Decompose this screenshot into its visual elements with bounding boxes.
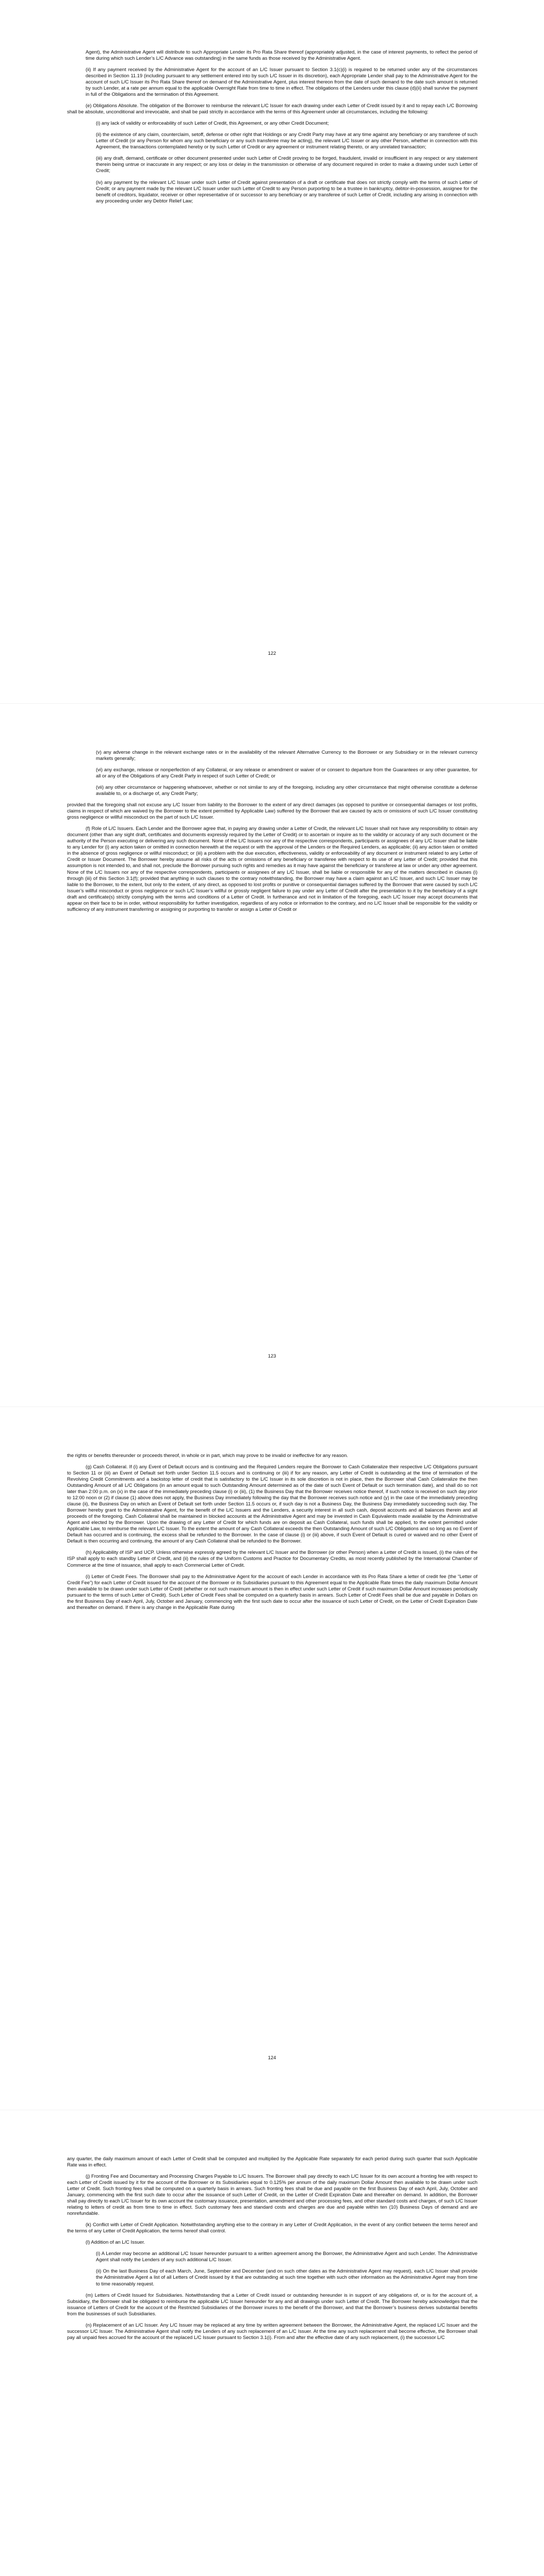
page-body <box>67 749 477 918</box>
document-page-122 <box>0 0 544 703</box>
paragraph: (ii) On the last Business Day of each March, June, September and December (and on such other dates as the Administrative Agent may request), each L/C Issuer shall provide the Administrative Agent a list of all Letters of Credit issued by it that are outstanding at such time together with such other information as the Administrative Agent may from time to time reasonably request. <box>96 2268 477 2286</box>
paragraph: (m) Letters of Credit Issued for Subsidiaries. Notwithstanding that a Letter of Credit issued or outstanding hereunder is in support of any obligations of, or is for the account of, a Subsidiary, the Borrower shall be obligated to reimburse the applicable L/C Issuer hereunder for any and all drawings under such Letter of Credit. The Borrower hereby acknowledges that the issuance of Letters of Credit for the account of the Restricted Subsidiaries of the Borrower inures to the benefit of the Borrower, and that the Borrower’s business derives substantial benefits from the businesses of such Subsidiaries. <box>67 2292 477 2316</box>
paragraph: (i) A Lender may become an additional L/C Issuer hereunder pursuant to a written agreement among the Borrower, the Administrative Agent and such Lender. The Administrative Agent shall notify the Lenders of any such additional L/C Issuer. <box>96 2250 477 2263</box>
paragraph: (n) Replacement of an L/C Issuer. Any L/C Issuer may be replaced at any time by written agreement between the Borrower, the Administrative Agent, the replaced L/C Issuer and the successor L/C Issuer. The Administrative Agent shall notify the Lenders of any such replacement of an L/C Issuer. At the time any such replacement shall become effective, the Borrower shall pay all unpaid fees accrued for the account of the replaced L/C Issuer pursuant to Section 3.1(i). From and after the effective date of any such replacement, (i) the successor L/C <box>67 2321 477 2340</box>
paragraph: (f) Role of L/C Issuers. Each Lender and the Borrower agree that, in paying any drawing under a Letter of Credit, the relevant L/C Issuer shall not have any responsibility to obtain any document (other than any sight draft, certificates and documents expressly required by the Letter of Credit) or to ascertain or inquire as to the validity or accuracy of any such document or the authority of the Person executing or delivering any such document. None of the L/C Issuers nor any of the respective correspondents, participants or assignees of any L/C Issuer shall be liable to any Lender for (i) any action taken or omitted in connection herewith at the request or with the approval of the Lenders or the Required Lenders, as applicable; (ii) any action taken or omitted in the absence of gross negligence or willful misconduct; or (iii) a problem with the due execution, effectiveness, validity or enforceability of any document or instrument related to any Letter of Credit or Issuer Document. The Borrower hereby assume all risks of the acts or omissions of any beneficiary or transferee with respect to its use of any Letter of Credit; provided that this assumption is not intended to, and shall not, preclude the Borrower pursuing such rights and remedies as it may have against the beneficiary or transferee at law or under any other agreement. None of the L/C Issuers nor any of the respective correspondents, participants or assignees of any L/C Issuer, shall be liable or responsible for any of the matters described in clauses (i) through (iii) of this Section 3.1(f); provided that anything in such clauses to the contrary notwithstanding, the Borrower may have a claim against an L/C Issuer, and such L/C Issuer may be liable to the Borrower, to the extent, but only to the extent, of any direct, as opposed to lost profits or punitive or consequential damages suffered by the Borrower that were caused by such L/C Issuer’s willful misconduct or gross negligence or such L/C Issuer’s willful or grossly negligent failure to pay under any Letter of Credit after the presentation to it by the beneficiary of a sight draft and certificate(s) strictly complying with the terms and conditions of a Letter of Credit. In furtherance and not in limitation of the foregoing, each L/C Issuer may accept documents that appear on their face to be in order, without responsibility for further investigation, regardless of any notice or information to the contrary, and no L/C Issuer shall be responsible for the validity or sufficiency of any instrument transferring or assigning or purporting to transfer or assign a Letter of Credit or <box>67 825 477 912</box>
paragraph: (vii) any other circumstance or happening whatsoever, whether or not similar to any of the foregoing, including any other circumstance that might otherwise constitute a defense available to, or a discharge of, any Credit Party; <box>96 784 477 796</box>
paragraph: (ii) the existence of any claim, counterclaim, setoff, defense or other right that Holdings or any Credit Party may have at any time against any beneficiary or any transferee of such Letter of Credit (or any Person for whom any such beneficiary or any such transferee may be acting), the relevant L/C Issuer or any other Person, whether in connection with this Agreement, the transactions contemplated hereby or by such Letter of Credit or any agreement or instrument relating thereto, or any unrelated transaction; <box>96 131 477 150</box>
page-number: 124 <box>268 2055 276 2060</box>
page-body <box>67 2156 477 2346</box>
paragraph: the rights or benefits thereunder or proceeds thereof, in whole or in part, which may prove to be invalid or ineffective for any reason. <box>67 1452 348 1458</box>
paragraph: Agent), the Administrative Agent will distribute to such Appropriate Lender its Pro Rata Share thereof (appropriately adjusted, in the case of interest payments, to reflect the period of time during which such Lender’s L/C Advance was outstanding) in the same funds as those received by the Administrative Agent. <box>86 49 477 61</box>
paragraph: any quarter, the daily maximum amount of each Letter of Credit shall be computed and multiplied by the Applicable Rate separately for each period during such quarter that such Applicable Rate was in effect. <box>67 2156 477 2168</box>
paragraph: (k) Conflict with Letter of Credit Application. Notwithstanding anything else to the contrary in any Letter of Credit Application, in the event of any conflict between the terms hereof and the terms of any Letter of Credit Application, the terms hereof shall control. <box>67 2222 477 2234</box>
paragraph: (ii) If any payment received by the Administrative Agent for the account of an L/C Issuer pursuant to Section 3.1(c)(i) is required to be returned under any of the circumstances described in Section 11.19 (including pursuant to any settlement entered into by such L/C Issuer in its discretion), each Appropriate Lender shall pay to the Administrative Agent for the account of such L/C Issuer its Pro Rata Share thereof on demand of the Administrative Agent, plus interest thereon from the date of such demand to the date such amount is returned by such Lender, at a rate per annum equal to the applicable Overnight Rate from time to time in effect. The obligations of the Lenders under this clause (d)(ii) shall survive the payment in full of the Obligations and the termination of this Agreement. <box>86 66 477 97</box>
document-page-124 <box>0 1407 544 2110</box>
paragraph: (vi) any exchange, release or nonperfection of any Collateral, or any release or amendment or waiver of or consent to departure from the Guarantees or any other guarantee, for all or any of the Obligations of any Credit Party in respect of such Letter of Credit; or <box>96 767 477 779</box>
document-page-125 <box>0 2110 544 2576</box>
paragraph: (i) any lack of validity or enforceability of such Letter of Credit, this Agreement, or any other Credit Document; <box>96 120 329 126</box>
page-body <box>67 49 477 209</box>
paragraph: (l) Addition of an L/C Issuer. <box>86 2239 145 2245</box>
paragraph: (g) Cash Collateral. If (i) any Event of Default occurs and is continuing and the Required Lenders require the Borrower to Cash Collateralize their respective L/C Obligations pursuant to Section 11 or (iii) an Event of Default set forth under Section 11.5 occurs and is continuing or (iii) if for any reason, any Letter of Credit is outstanding at the time of termination of the Revolving Credit Commitments and a backstop letter of credit that is satisfactory to the L/C Issuer in its sole discretion is not in place, then the Borrower shall Cash Collateralize the then Outstanding Amount of all L/C Obligations (in an amount equal to such Outstanding Amount determined as of the date of such Event of Default or such termination date), and shall do so not later than 2:00 p.m. on (x) in the case of the immediately preceding clause (i) or (iii), (1) the Business Day that the Borrower receives notice thereof, if such notice is received on such day prior to 12:00 noon or (2) if clause (1) above does not apply, the Business Day immediately following the day that the Borrower receives such notice and (y) in the case of the immediately preceding clause (ii), the Business Day on which an Event of Default set forth under Section 11.5 occurs or, if such day is not a Business Day, the Business Day immediately succeeding such day. The Borrower hereby grant to the Administrative Agent, for the benefit of the L/C Issuers and the Lenders, a security interest in all such cash, deposit accounts and all balances therein and all proceeds of the foregoing. Cash Collateral shall be maintained in blocked accounts at the Administrative Agent and may be invested in Cash Equivalents made available by the Administrative Agent and elected by the Borrower. Upon the drawing of any Letter of Credit for which funds are on deposit as Cash Collateral, such funds shall be applied, to the extent permitted under Applicable Law, to reimburse the relevant L/C Issuer. To the extent the amount of any Cash Collateral exceeds the then Outstanding Amount of such L/C Obligations and so long as no Event of Default has occurred and is continuing, the excess shall be refunded to the Borrower. In the case of clause (i) or (iii) above, if such Event of Default is cured or waived and no other Event of Default is then occurring and continuing, the amount of any Cash Collateral shall be refunded to the Borrower. <box>67 1464 477 1544</box>
paragraph: (iii) any draft, demand, certificate or other document presented under such Letter of Credit proving to be forged, fraudulent, invalid or insufficient in any respect or any statement therein being untrue or inaccurate in any respect; or any loss or delay in the transmission or otherwise of any document required in order to make a drawing under such Letter of Credit; <box>96 155 477 174</box>
page-number: 123 <box>268 1353 276 1359</box>
paragraph: (v) any adverse change in the relevant exchange rates or in the availability of the relevant Alternative Currency to the Borrower or any Subsidiary or in the relevant currency markets generally; <box>96 749 477 761</box>
page-body <box>67 1452 477 1616</box>
paragraph: (iv) any payment by the relevant L/C Issuer under such Letter of Credit against presentation of a draft or certificate that does not strictly comply with the terms of such Letter of Credit; or any payment made by the relevant L/C Issuer under such Letter of Credit to any Person purporting to be a trustee in bankruptcy, debtor-in-possession, assignee for the benefit of creditors, liquidator, receiver or other representative of or successor to any beneficiary or any transferee of such Letter of Credit, including any arising in connection with any proceeding under any Debtor Relief Law; <box>96 179 477 204</box>
paragraph: (j) Fronting Fee and Documentary and Processing Charges Payable to L/C Issuers. The Borrower shall pay directly to each L/C Issuer for its own account a fronting fee with respect to each Letter of Credit issued by it for the account of the Borrower or its Subsidiaries equal to 0.125% per annum of the daily maximum Dollar Amount then available to be drawn under such Letter of Credit. Such fronting fees shall be computed on a quarterly basis in arrears. Such fronting fees shall be due and payable on the first Business Day of each April, July, October and January, commencing with the first such date to occur after the issuance of such Letter of Credit, on the Letter of Credit Expiration Date and thereafter on demand. In addition, the Borrower shall pay directly to each L/C Issuer for its own account the customary issuance, presentation, amendment and other processing fees, and other standard costs and charges, of such L/C Issuer relating to letters of credit as from time to time in effect. Such customary fees and standard costs and charges are due and payable within ten (10) Business Days of demand and are nonrefundable. <box>67 2173 477 2216</box>
paragraph: (h) Applicability of ISP and UCP. Unless otherwise expressly agreed by the relevant L/C Issuer and the Borrower (or other Person) when a Letter of Credit is issued, (i) the rules of the ISP shall apply to each standby Letter of Credit, and (ii) the rules of the Uniform Customs and Practice for Documentary Credits, as most recently published by the International Chamber of Commerce at the time of issuance, shall apply to each Commercial Letter of Credit. <box>67 1549 477 1568</box>
paragraph: provided that the foregoing shall not excuse any L/C Issuer from liability to the Borrower to the extent of any direct damages (as opposed to punitive or consequential damages or lost profits, claims in respect of which are waived by the Borrower to the extent permitted by Applicable Law) suffered by the Borrower that are caused by acts or omissions of such L/C Issuer constituting gross negligence or willful misconduct on the part of such L/C Issuer. <box>67 802 477 820</box>
page-number: 122 <box>268 650 276 656</box>
paragraph: (i) Letter of Credit Fees. The Borrower shall pay to the Administrative Agent for the account of each Lender in accordance with its Pro Rata Share a letter of credit fee (the “Letter of Credit Fee”) for each Letter of Credit issued for the account of the Borrower or its Subsidiaries pursuant to this Agreement equal to the Applicable Rate times the daily maximum Dollar Amount then available to be drawn under such Letter of Credit (whether or not such maximum amount is then in effect under such Letter of Credit if such maximum Dollar Amount increases periodically pursuant to the terms of such Letter of Credit). Such Letter of Credit Fees shall be computed on a quarterly basis in arrears. Such Letter of Credit Fees shall be due and payable in Dollars on the first Business Day of each April, July, October and January, commencing with the first such date to occur after the issuance of such Letter of Credit, on the Letter of Credit Expiration Date and thereafter on demand. If there is any change in the Applicable Rate during <box>67 1573 477 1610</box>
paragraph: (e) Obligations Absolute. The obligation of the Borrower to reimburse the relevant L/C Issuer for each drawing under each Letter of Credit issued by it and to repay each L/C Borrowing shall be absolute, unconditional and irrevocable, and shall be paid strictly in accordance with the terms of this Agreement under all circumstances, including the following: <box>67 103 477 115</box>
document-page-123 <box>0 704 544 1406</box>
